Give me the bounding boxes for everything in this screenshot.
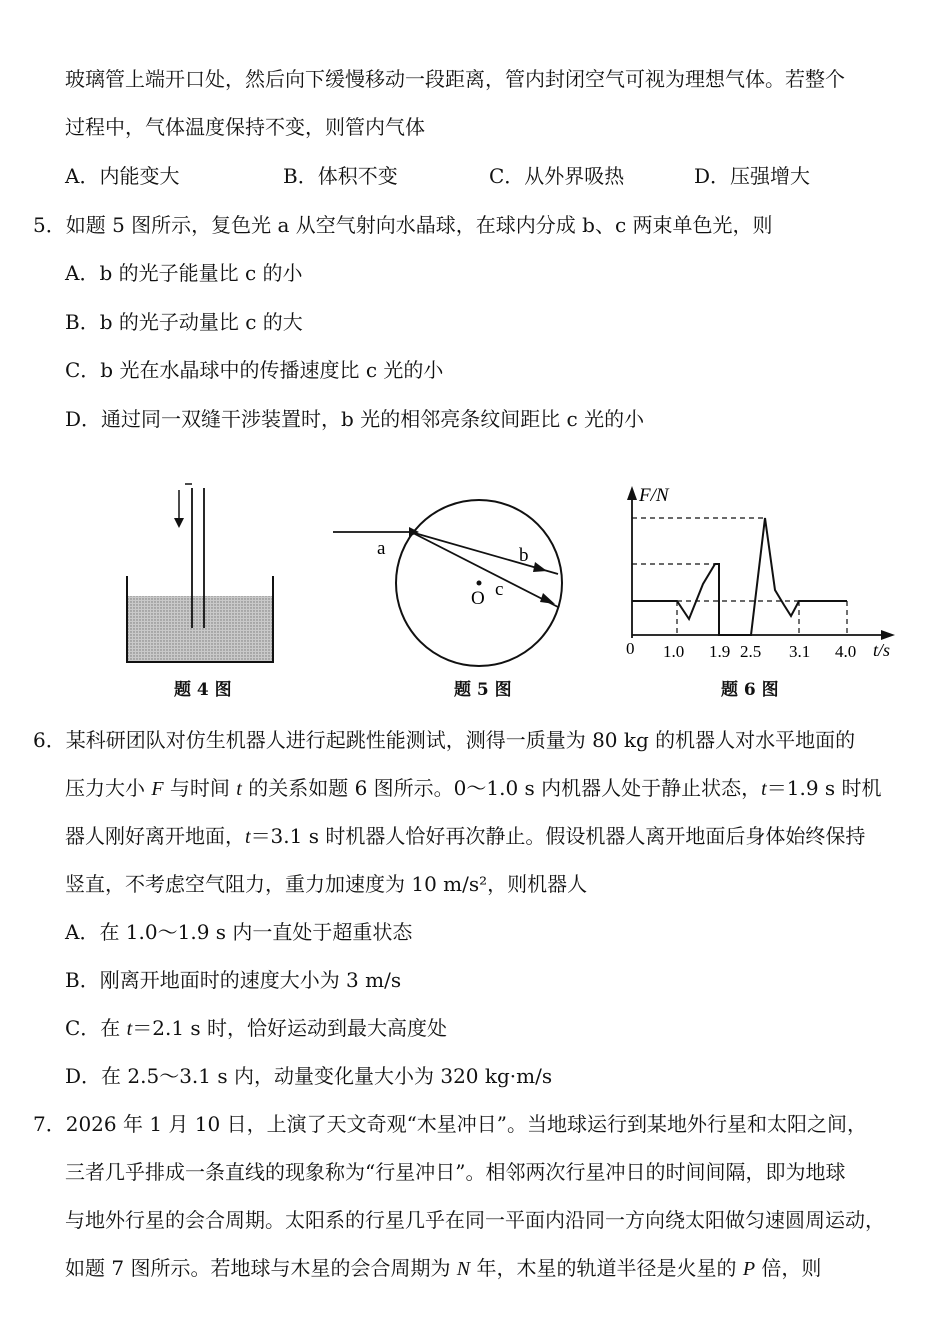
q4-option-a: A．内能变大 <box>65 164 180 188</box>
figure-5 <box>325 488 595 678</box>
q4-option-d: D．压强增大 <box>694 164 811 188</box>
force-curve <box>632 518 847 635</box>
fig6-caption: 题 6 图 <box>721 680 779 700</box>
x-axis-label: t/s <box>873 640 891 660</box>
label-b: b <box>519 545 529 566</box>
fig4-caption: 题 4 图 <box>174 680 232 700</box>
q4-stem-line-1: 玻璃管上端开口处，然后向下缓慢移动一段距离，管内封闭空气可视为理想气体。若整个 <box>65 67 845 91</box>
tick-4-0: 4.0 <box>835 642 857 661</box>
tick-1-9: 1.9 <box>709 642 731 661</box>
q5-option-a: A．b 的光子能量比 c 的小 <box>65 261 303 285</box>
q4-option-b: B．体积不变 <box>283 164 398 188</box>
q5-option-c: C．b 光在水晶球中的传播速度比 c 光的小 <box>65 358 444 382</box>
q4-option-c: C．从外界吸热 <box>489 164 625 188</box>
water-region <box>127 596 273 661</box>
q7-stem-line-1: 7．2026 年 1 月 10 日，上演了天文奇观“木星冲日”。当地球运行到某地外行星和太阳之间， <box>33 1112 868 1136</box>
q6-stem-line-1: 6．某科研团队对仿生机器人进行起跳性能测试，测得一质量为 80 kg 的机器人对水平地面的 <box>33 728 856 752</box>
q6-option-c: C．在 t＝2.1 s 时，恰好运动到最大高度处 <box>65 1016 448 1040</box>
q5-stem: 5．如题 5 图所示，复色光 a 从空气射向水晶球，在球内分成 b、c 两束单色光，则 <box>33 213 773 237</box>
tick-3-1: 3.1 <box>789 642 811 661</box>
q5-option-b: B．b 的光子动量比 c 的大 <box>65 310 303 334</box>
q7-stem-line-4: 如题 7 图所示。若地球与木星的会合周期为 N 年，木星的轨道半径是火星的 P 倍，则 <box>65 1256 822 1280</box>
q7-stem-line-3: 与地外行星的会合周期。太阳系的行星几乎在同一平面内沿同一方向绕太阳做匀速圆周运动， <box>65 1208 885 1232</box>
tick-1-0: 1.0 <box>663 642 685 661</box>
q5-option-d: D．通过同一双缝干涉装置时，b 光的相邻亮条纹间距比 c 光的小 <box>65 407 645 431</box>
label-o: O <box>471 588 485 609</box>
figure-4 <box>115 478 285 668</box>
figure-6 <box>615 478 915 670</box>
q6-stem-line-3: 器人刚好离开地面，t＝3.1 s 时机器人恰好再次静止。假设机器人离开地面后身体始终保持 <box>65 824 866 848</box>
q7-stem-line-2: 三者几乎排成一条直线的现象称为“行星冲日”。相邻两次行星冲日的时间间隔，即为地球 <box>65 1160 846 1184</box>
q4-stem-line-2: 过程中，气体温度保持不变，则管内气体 <box>65 115 425 139</box>
q6-option-d: D．在 2.5～3.1 s 内，动量变化量大小为 320 kg·m/s <box>65 1064 553 1088</box>
q6-stem-line-2: 压力大小 F 与时间 t 的关系如题 6 图所示。0～1.0 s 内机器人处于静止状态，t＝1.9 s 时机 <box>65 776 882 800</box>
tick-2-5: 2.5 <box>740 642 762 661</box>
fig5-caption: 题 5 图 <box>454 680 512 700</box>
label-a: a <box>377 538 386 559</box>
center-dot <box>477 581 482 586</box>
y-axis-label: F/N <box>639 485 669 506</box>
q6-option-b: B．刚离开地面时的速度大小为 3 m/s <box>65 968 402 992</box>
q6-option-a: A．在 1.0～1.9 s 内一直处于超重状态 <box>65 920 413 944</box>
label-c: c <box>495 579 504 600</box>
q6-stem-line-4: 竖直，不考虑空气阻力，重力加速度为 10 m/s²，则机器人 <box>65 872 588 896</box>
origin-label: 0 <box>626 639 635 658</box>
